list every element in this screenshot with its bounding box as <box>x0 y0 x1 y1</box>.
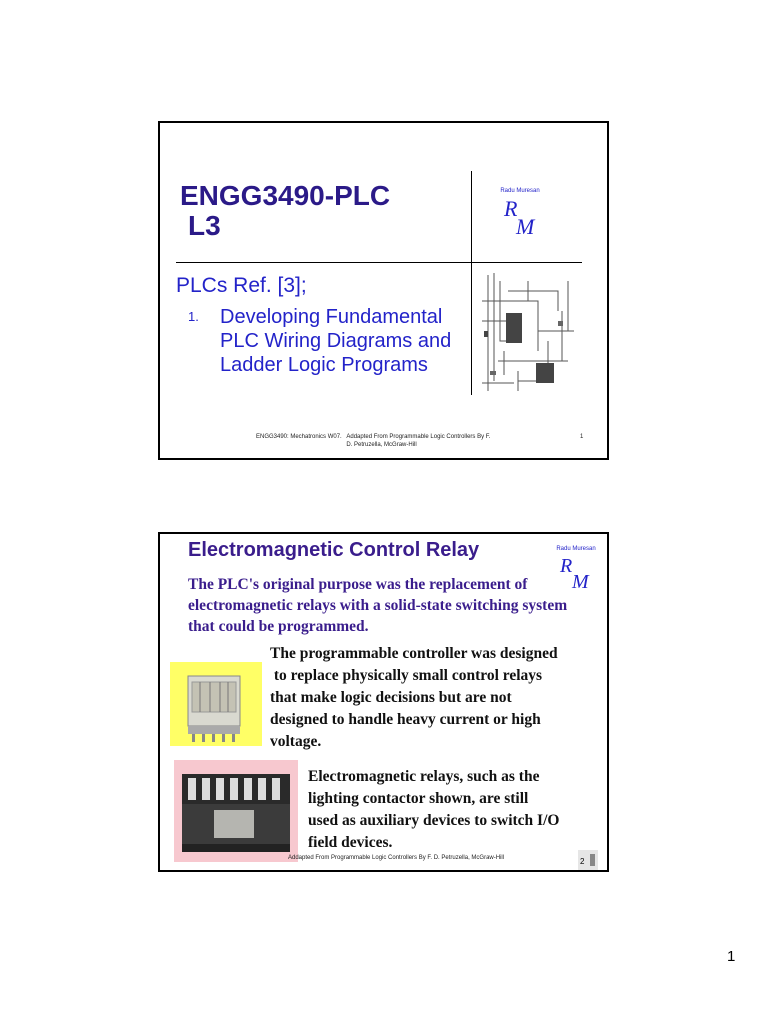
slide1-title-line1: ENGG3490-PLC <box>180 180 391 211</box>
svg-text:R: R <box>504 196 518 221</box>
slide2-page-number: 2 <box>580 857 585 866</box>
circuit-board-image <box>478 271 582 395</box>
logo-name: Radu Muresan <box>500 188 540 194</box>
document-page-number: 1 <box>727 948 736 965</box>
slide1-footer <box>256 433 584 449</box>
slide2-paragraph-1: The programmable controller was designed to replace physically small control relays that make logic decisions but are not designed to handle heavy current or high voltage. <box>270 645 558 750</box>
svg-text:R: R <box>560 555 573 577</box>
slide1-title <box>180 181 390 241</box>
svg-text:M: M <box>516 214 535 238</box>
footer-course: ENGG3490: Mechatronics W07. <box>256 434 342 440</box>
slide2-page-badge <box>578 850 598 870</box>
control-relay-photo <box>170 662 262 746</box>
slide2-footer: Addapted From Programmable Logic Controllers By F. D. Petruzella, McGraw-Hill <box>288 855 505 861</box>
list-item-text: Developing Fundamental PLC Wiring Diagrams and Ladder Logic Programs <box>220 306 452 376</box>
slide2-intro: The PLC's original purpose was the replacement of electromagnetic relays with a solid-state switching system that could be programmed. <box>188 576 568 635</box>
footer-source: Addapted From Programmable Logic Controllers By F. D. Petruzella, McGraw-Hill <box>346 434 491 448</box>
svg-text:M: M <box>572 571 589 592</box>
list-item-number: 1. <box>188 309 199 324</box>
slide1-title-line2: L3 <box>188 210 221 241</box>
slide1-logo <box>498 188 542 238</box>
rm-monogram-icon <box>498 194 542 238</box>
slide1-vertical-divider <box>471 171 472 395</box>
logo-name: Radu Muresan <box>556 546 596 552</box>
slide-2 <box>158 532 609 872</box>
slide1-page-number: 1 <box>580 434 584 440</box>
slide1-subtitle: PLCs Ref. [3]; <box>176 274 307 297</box>
slide-1 <box>158 121 609 460</box>
slide1-horizontal-divider <box>176 262 582 263</box>
lighting-contactor-photo <box>174 760 298 862</box>
slide2-title: Electromagnetic Control Relay <box>188 539 480 561</box>
slide2-paragraph-2: Electromagnetic relays, such as the lighting contactor shown, are still used as auxiliary devices to switch I/O field devices. <box>308 768 560 851</box>
